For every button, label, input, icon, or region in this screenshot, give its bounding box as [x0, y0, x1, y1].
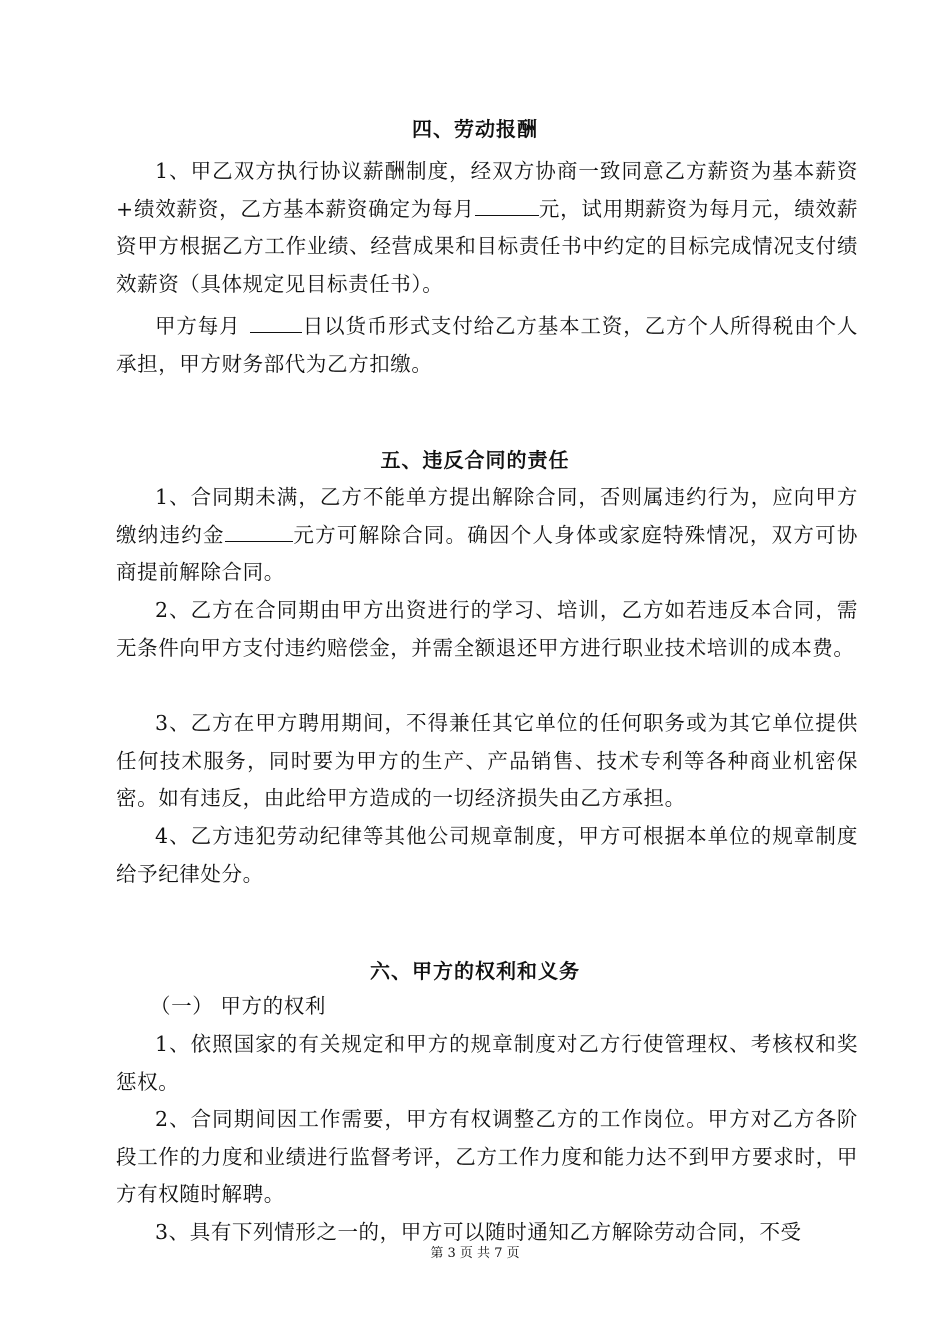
- section-6-paragraph-2: 2、合同期间因工作需要，甲方有权调整乙方的工作岗位。甲方对乙方各阶段工作的力度和业绩进行监督考评，乙方工作力度和能力达不到甲方要求时，甲方有权随时解聘。: [116, 1107, 858, 1206]
- section-5-paragraph-3: 3、乙方在甲方聘用期间，不得兼任其它单位的任何职务或为其它单位提供任何技术服务，同时要为甲方的生产、产品销售、技术专利等各种商业机密保密。如有违反，由此给甲方造成的一切经济损失由乙方承担。: [116, 711, 858, 810]
- section-4-paragraph-2-text-b: 日以货币形式支付给乙方基本工资，乙方个人所得税由个人承担，甲方财务部代为乙方扣缴。: [116, 314, 858, 376]
- penalty-amount-blank[interactable]: [225, 523, 293, 542]
- section-4-paragraph-1: [116, 153, 858, 303]
- section-4-paragraph-2: [116, 308, 858, 383]
- section-6-paragraph-3: 3、具有下列情形之一的，甲方可以随时通知乙方解除劳动合同，不受: [155, 1220, 802, 1244]
- section-5-paragraph-1-text-a: 1、合同期未满，乙方不能单方提出解除合同，否则属违约行为，应向甲方缴纳违约金: [116, 485, 858, 547]
- section-4-title: 四、劳动报酬: [412, 117, 538, 141]
- section-6-paragraph-1: 1、依照国家的有关规定和甲方的规章制度对乙方行使管理权、考核权和奖惩权。: [116, 1032, 858, 1094]
- salary-amount-blank[interactable]: [475, 197, 539, 216]
- section-4-paragraph-1-text-a: 1、甲乙双方执行协议薪酬制度，经双方协商一致同意乙方薪资为基本薪资+绩效薪资，乙方基本薪资确定为每月: [116, 159, 858, 221]
- section-4-paragraph-2-text-a: 甲方每月: [155, 314, 241, 338]
- section-5-paragraph-1: [116, 479, 858, 592]
- section-4-paragraph-1-text-b: 元，试用期薪资为每月元，绩效薪资甲方根据乙方工作业绩、经营成果和目标责任书中约定的目标完成情况支付绩效薪资（具体规定见目标责任书）。: [116, 196, 858, 296]
- page-number-footer: 第 3 页 共 7 页: [430, 1246, 520, 1261]
- section-5-paragraph-2: 2、乙方在合同期由甲方出资进行的学习、培训，乙方如若违反本合同，需无条件向甲方支付违约赔偿金，并需全额退还甲方进行职业技术培训的成本费。: [116, 598, 858, 660]
- section-5-paragraph-1-text-b: 元方可解除合同。确因个人身体或家庭特殊情况，双方可协商提前解除合同。: [116, 522, 858, 584]
- section-5-paragraph-4: 4、乙方违犯劳动纪律等其他公司规章制度，甲方可根据本单位的规章制度给予纪律处分。: [116, 824, 858, 886]
- section-6-title: 六、甲方的权利和义务: [370, 959, 580, 983]
- payday-blank[interactable]: [250, 314, 302, 333]
- section-6-subheading-rights: （一） 甲方的权利: [150, 994, 326, 1018]
- section-5-title: 五、违反合同的责任: [380, 448, 570, 472]
